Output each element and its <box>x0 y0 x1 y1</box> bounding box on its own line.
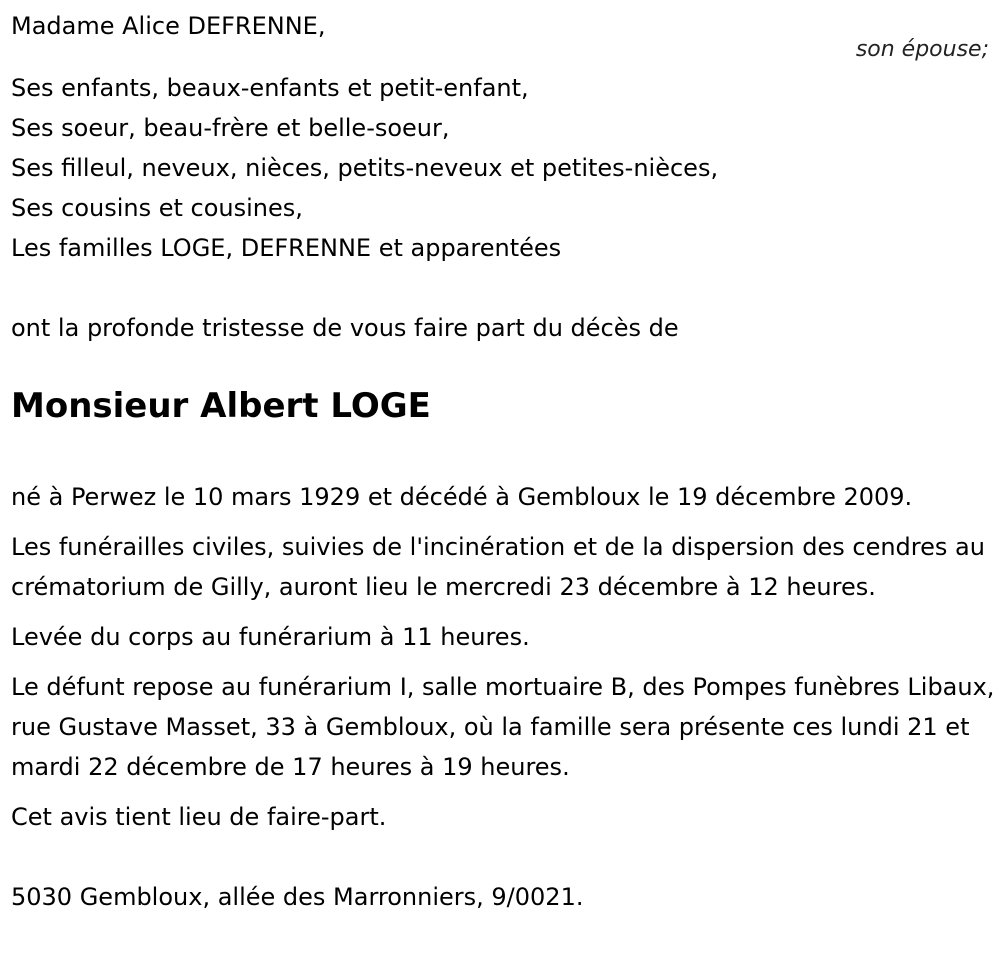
repose-paragraph: Le défunt repose au funérarium I, salle mortuaire B, des Pompes funèbres Libaux, rue Gustave Masset, 33 à Gembloux, où la famille sera présente ces lundi 21 et mardi 22 décembre de 17 heures à 19 heures. <box>11 673 995 781</box>
family-list <box>11 68 996 268</box>
family-line: Ses soeur, beau-frère et belle-soeur, <box>11 114 450 142</box>
spouse-block <box>11 0 996 86</box>
birth-death-paragraph: né à Perwez le 10 mars 1929 et décédé à Gembloux le 19 décembre 2009. <box>11 483 913 511</box>
family-line: Ses filleul, neveux, nièces, petits-neveux et petites-nièces, <box>11 154 719 182</box>
family-line: Ses cousins et cousines, <box>11 194 303 222</box>
death-notice <box>11 0 996 917</box>
spouse-name: Madame Alice DEFRENNE, <box>11 12 326 40</box>
funeral-paragraph: Les funérailles civiles, suivies de l'incinération et de la dispersion des cendres au crématorium de Gilly, auront lieu le mercredi 23 décembre à 12 heures. <box>11 533 985 601</box>
deceased-name: Monsieur Albert LOGE <box>11 386 431 426</box>
levee-paragraph: Levée du corps au funérarium à 11 heures. <box>11 623 530 651</box>
announcement: ont la profonde tristesse de vous faire part du décès de <box>11 314 679 342</box>
notice-paragraph: Cet avis tient lieu de faire-part. <box>11 803 387 831</box>
address: 5030 Gembloux, allée des Marronniers, 9/0021. <box>11 883 584 911</box>
spouse-role: son épouse; <box>855 37 989 62</box>
family-line: Ses enfants, beaux-enfants et petit-enfant, <box>11 74 529 102</box>
family-line: Les familles LOGE, DEFRENNE et apparentées <box>11 234 562 262</box>
